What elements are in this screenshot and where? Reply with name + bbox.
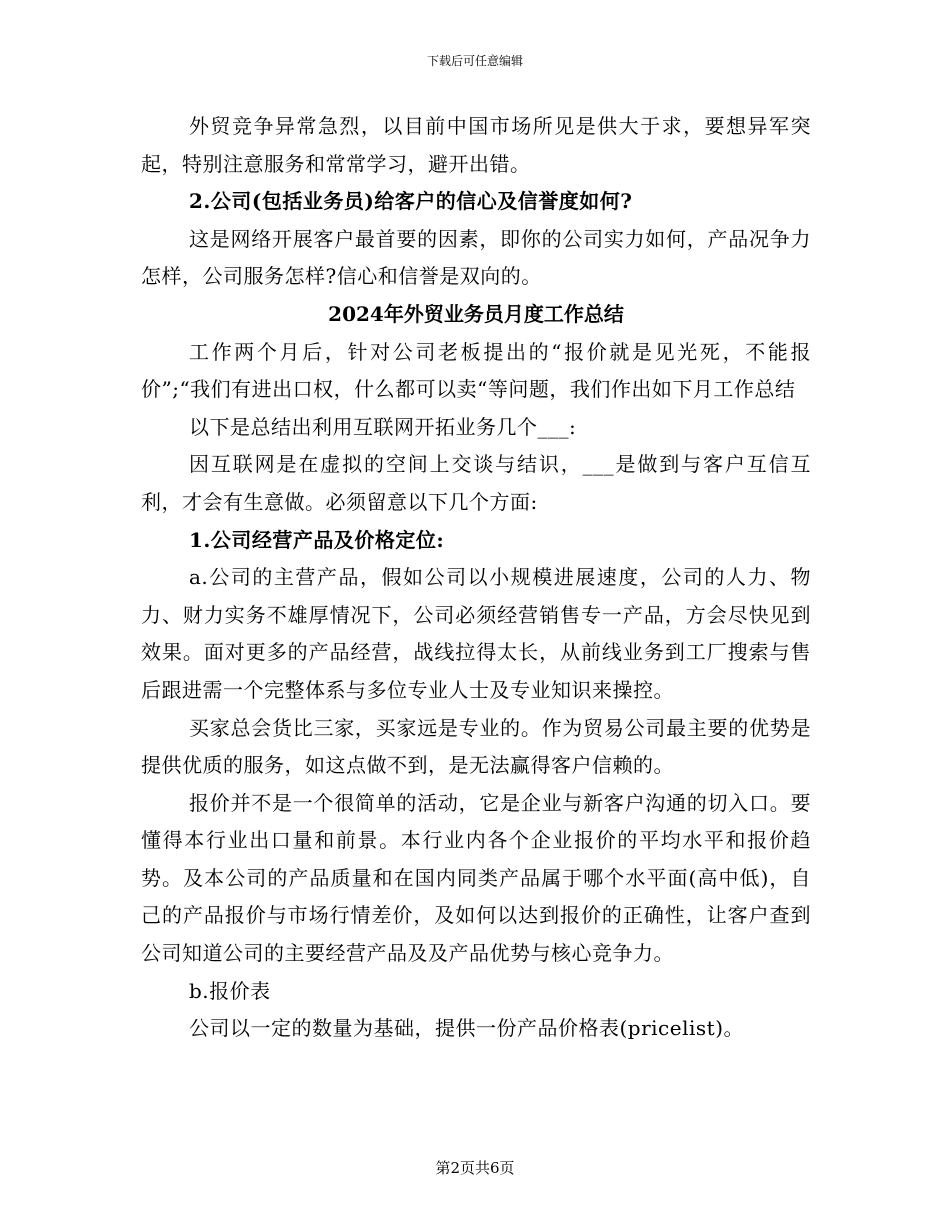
paragraph: 公司以一定的数量为基础，提供一份产品价格表(pricelist)。 — [189, 1016, 744, 1041]
page-header: 下载后可任意编辑 — [426, 54, 523, 68]
paragraph: b.报价表 — [189, 978, 271, 1003]
subheading: 1.公司经营产品及价格定位: — [189, 527, 445, 552]
page-footer: 第2页共6页 — [435, 1159, 515, 1177]
paragraph: 工作两个月后，针对公司老板提出的“报价就是见光死，不能报价”;“我们有进出口权，什么都可以卖“等问题，我们作出如下月工作总结 — [141, 339, 811, 402]
paragraph: 报价并不是一个很简单的活动，它是企业与新客户沟通的切入口。要懂得本行业出口量和前景。本行业内各个企业报价的平均水平和报价趋势。及本公司的产品质量和在国内同类产品属于哪个水平面(高中低)，自己的产品报价与市场行情差价，及如何以达到报价的正确性，让客户查到公司知道公司的主要经营产品及及产品优势与核心竞争力。 — [141, 790, 811, 966]
paragraph: 因互联网是在虚拟的空间上交谈与结识，___是做到与客户互信互利，才会有生意做。必须留意以下几个方面: — [141, 452, 811, 514]
section-title: 2024年外贸业务员月度工作总结 — [328, 301, 624, 326]
paragraph: a.公司的主营产品，假如公司以小规模进展速度，公司的人力、物力、财力实务不雄厚情况下，公司必须经营销售专一产品，方会尽快见到效果。面对更多的产品经营，战线拉得太长，从前线业务到工厂搜索与售后跟进需一个完整体系与多位专业人士及专业知识来操控。 — [141, 565, 811, 702]
document-body — [141, 108, 811, 1048]
paragraph: 这是网络开展客户最首要的因素，即你的公司实力如何，产品况争力怎样，公司服务怎样?信心和信誉是双向的。 — [141, 226, 811, 289]
paragraph: 以下是总结出利用互联网开拓业务几个___: — [189, 414, 577, 439]
subheading: 2.公司(包括业务员)给客户的信心及信誉度如何? — [189, 189, 633, 214]
paragraph: 买家总会货比三家，买家远是专业的。作为贸易公司最主要的优势是提供优质的服务，如这点做不到，是无法赢得客户信赖的。 — [141, 715, 811, 778]
paragraph: 外贸竞争异常急烈，以目前中国市场所见是供大于求，要想异军突起，特别注意服务和常常学习，避开出错。 — [141, 114, 811, 176]
